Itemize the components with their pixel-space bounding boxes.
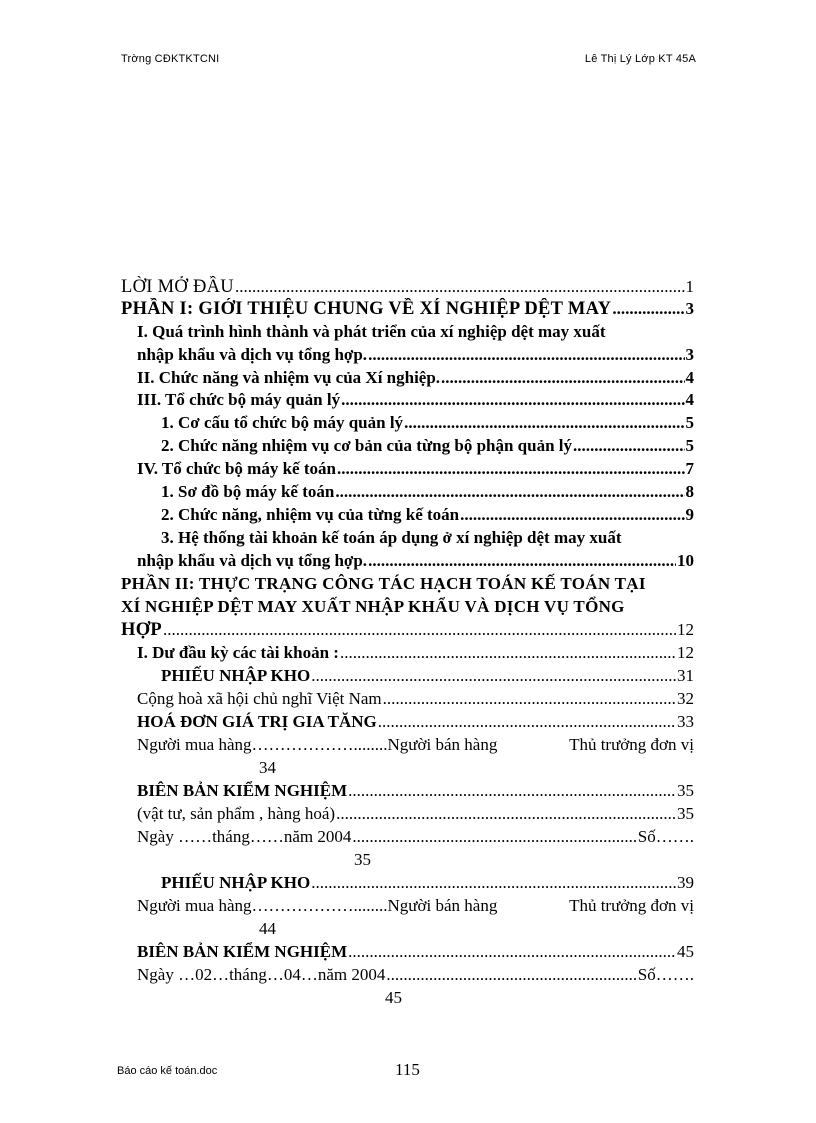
toc-entry[interactable]: Ngày …02…tháng…04…năm 2004 ..... Số……. [121,964,694,986]
toc-entry[interactable]: LỜI MỞ ĐẦU ..... 1 [121,276,694,298]
toc-entry[interactable]: PHIẾU NHẬP KHO ..... 39 [121,872,694,894]
toc-entry[interactable]: PHẦN II: THỰC TRẠNG CÔNG TÁC HẠCH TOÁN KẾ TOÁN TẠI [121,574,646,593]
toc-page-number: 44 [259,919,276,938]
toc-entry[interactable]: Người mua hàng………………........Người bán hàng Thủ trưởng đơn vị [137,896,694,915]
toc-page-number: 45 [385,988,402,1007]
toc-entry[interactable]: PHẦN I: GIỚI THIỆU CHUNG VỀ XÍ NGHIỆP DỆT MAY ..... 3 [121,298,694,320]
toc-entry[interactable]: 1. Sơ đồ bộ máy kế toán ..... 8 [121,481,694,503]
toc-entry[interactable]: IV. Tổ chức bộ máy kế toán ..... 7 [121,458,694,480]
toc-entry[interactable]: HỢP ..... 12 [121,619,694,641]
toc-entry[interactable]: HOÁ ĐƠN GIÁ TRỊ GIA TĂNG ..... 33 [121,711,694,733]
toc-entry[interactable]: nhập khẩu và dịch vụ tổng hợp. ..... 3 [121,344,694,366]
toc-entry[interactable]: I. Quá trình hình thành và phát triển của xí nghiệp dệt may xuất [137,322,606,341]
header-school: Trờng CĐKTKTCNI [121,53,220,65]
header-author: Lê Thị Lý Lớp KT 45A [584,53,696,65]
toc-entry[interactable]: 3. Hệ thống tài khoản kế toán áp dụng ở xí nghiệp dệt may xuất [161,528,622,547]
toc-page-number: 34 [259,758,276,777]
toc-entry[interactable]: II. Chức năng và nhiệm vụ của Xí nghiệp. ..... 4 [121,367,694,389]
toc-entry[interactable]: 2. Chức năng, nhiệm vụ của từng kế toán ..... 9 [121,504,694,526]
toc-entry[interactable]: 1. Cơ cấu tổ chức bộ máy quản lý ..... 5 [121,412,694,434]
toc-entry[interactable]: Người mua hàng………………........Người bán hàng Thủ trưởng đơn vị [137,735,694,754]
footer-page-number: 115 [395,1060,420,1079]
toc-entry[interactable]: III. Tổ chức bộ máy quản lý ..... 4 [121,389,694,411]
toc-entry[interactable]: (vật tư, sản phẩm , hàng hoá) ..... 35 [121,803,694,825]
footer-filename: Báo cáo kế toán.doc [117,1065,218,1077]
toc-entry[interactable]: XÍ NGHIỆP DỆT MAY XUẤT NHẬP KHẨU VÀ DỊCH VỤ TỔNG [121,597,625,616]
toc-page-number: 35 [354,850,371,869]
toc-entry[interactable]: BIÊN BẢN KIỂM NGHIỆM ..... 45 [121,941,694,963]
toc-entry[interactable]: Cộng hoà xã hội chủ nghĩ Việt Nam ..... 32 [121,688,694,710]
toc-entry[interactable]: Ngày ……tháng……năm 2004 ..... Số……. [121,826,694,848]
toc-entry[interactable]: BIÊN BẢN KIỂM NGHIỆM ..... 35 [121,780,694,802]
toc-entry[interactable]: nhập khẩu và dịch vụ tổng hợp. ..... 10 [121,550,694,572]
toc-entry[interactable]: 2. Chức năng nhiệm vụ cơ bản của từng bộ phận quản lý ..... 5 [121,435,694,457]
toc-entry[interactable]: I. Dư đầu kỳ các tài khoản : ..... 12 [121,642,694,664]
toc-entry[interactable]: PHIẾU NHẬP KHO ..... 31 [121,665,694,687]
